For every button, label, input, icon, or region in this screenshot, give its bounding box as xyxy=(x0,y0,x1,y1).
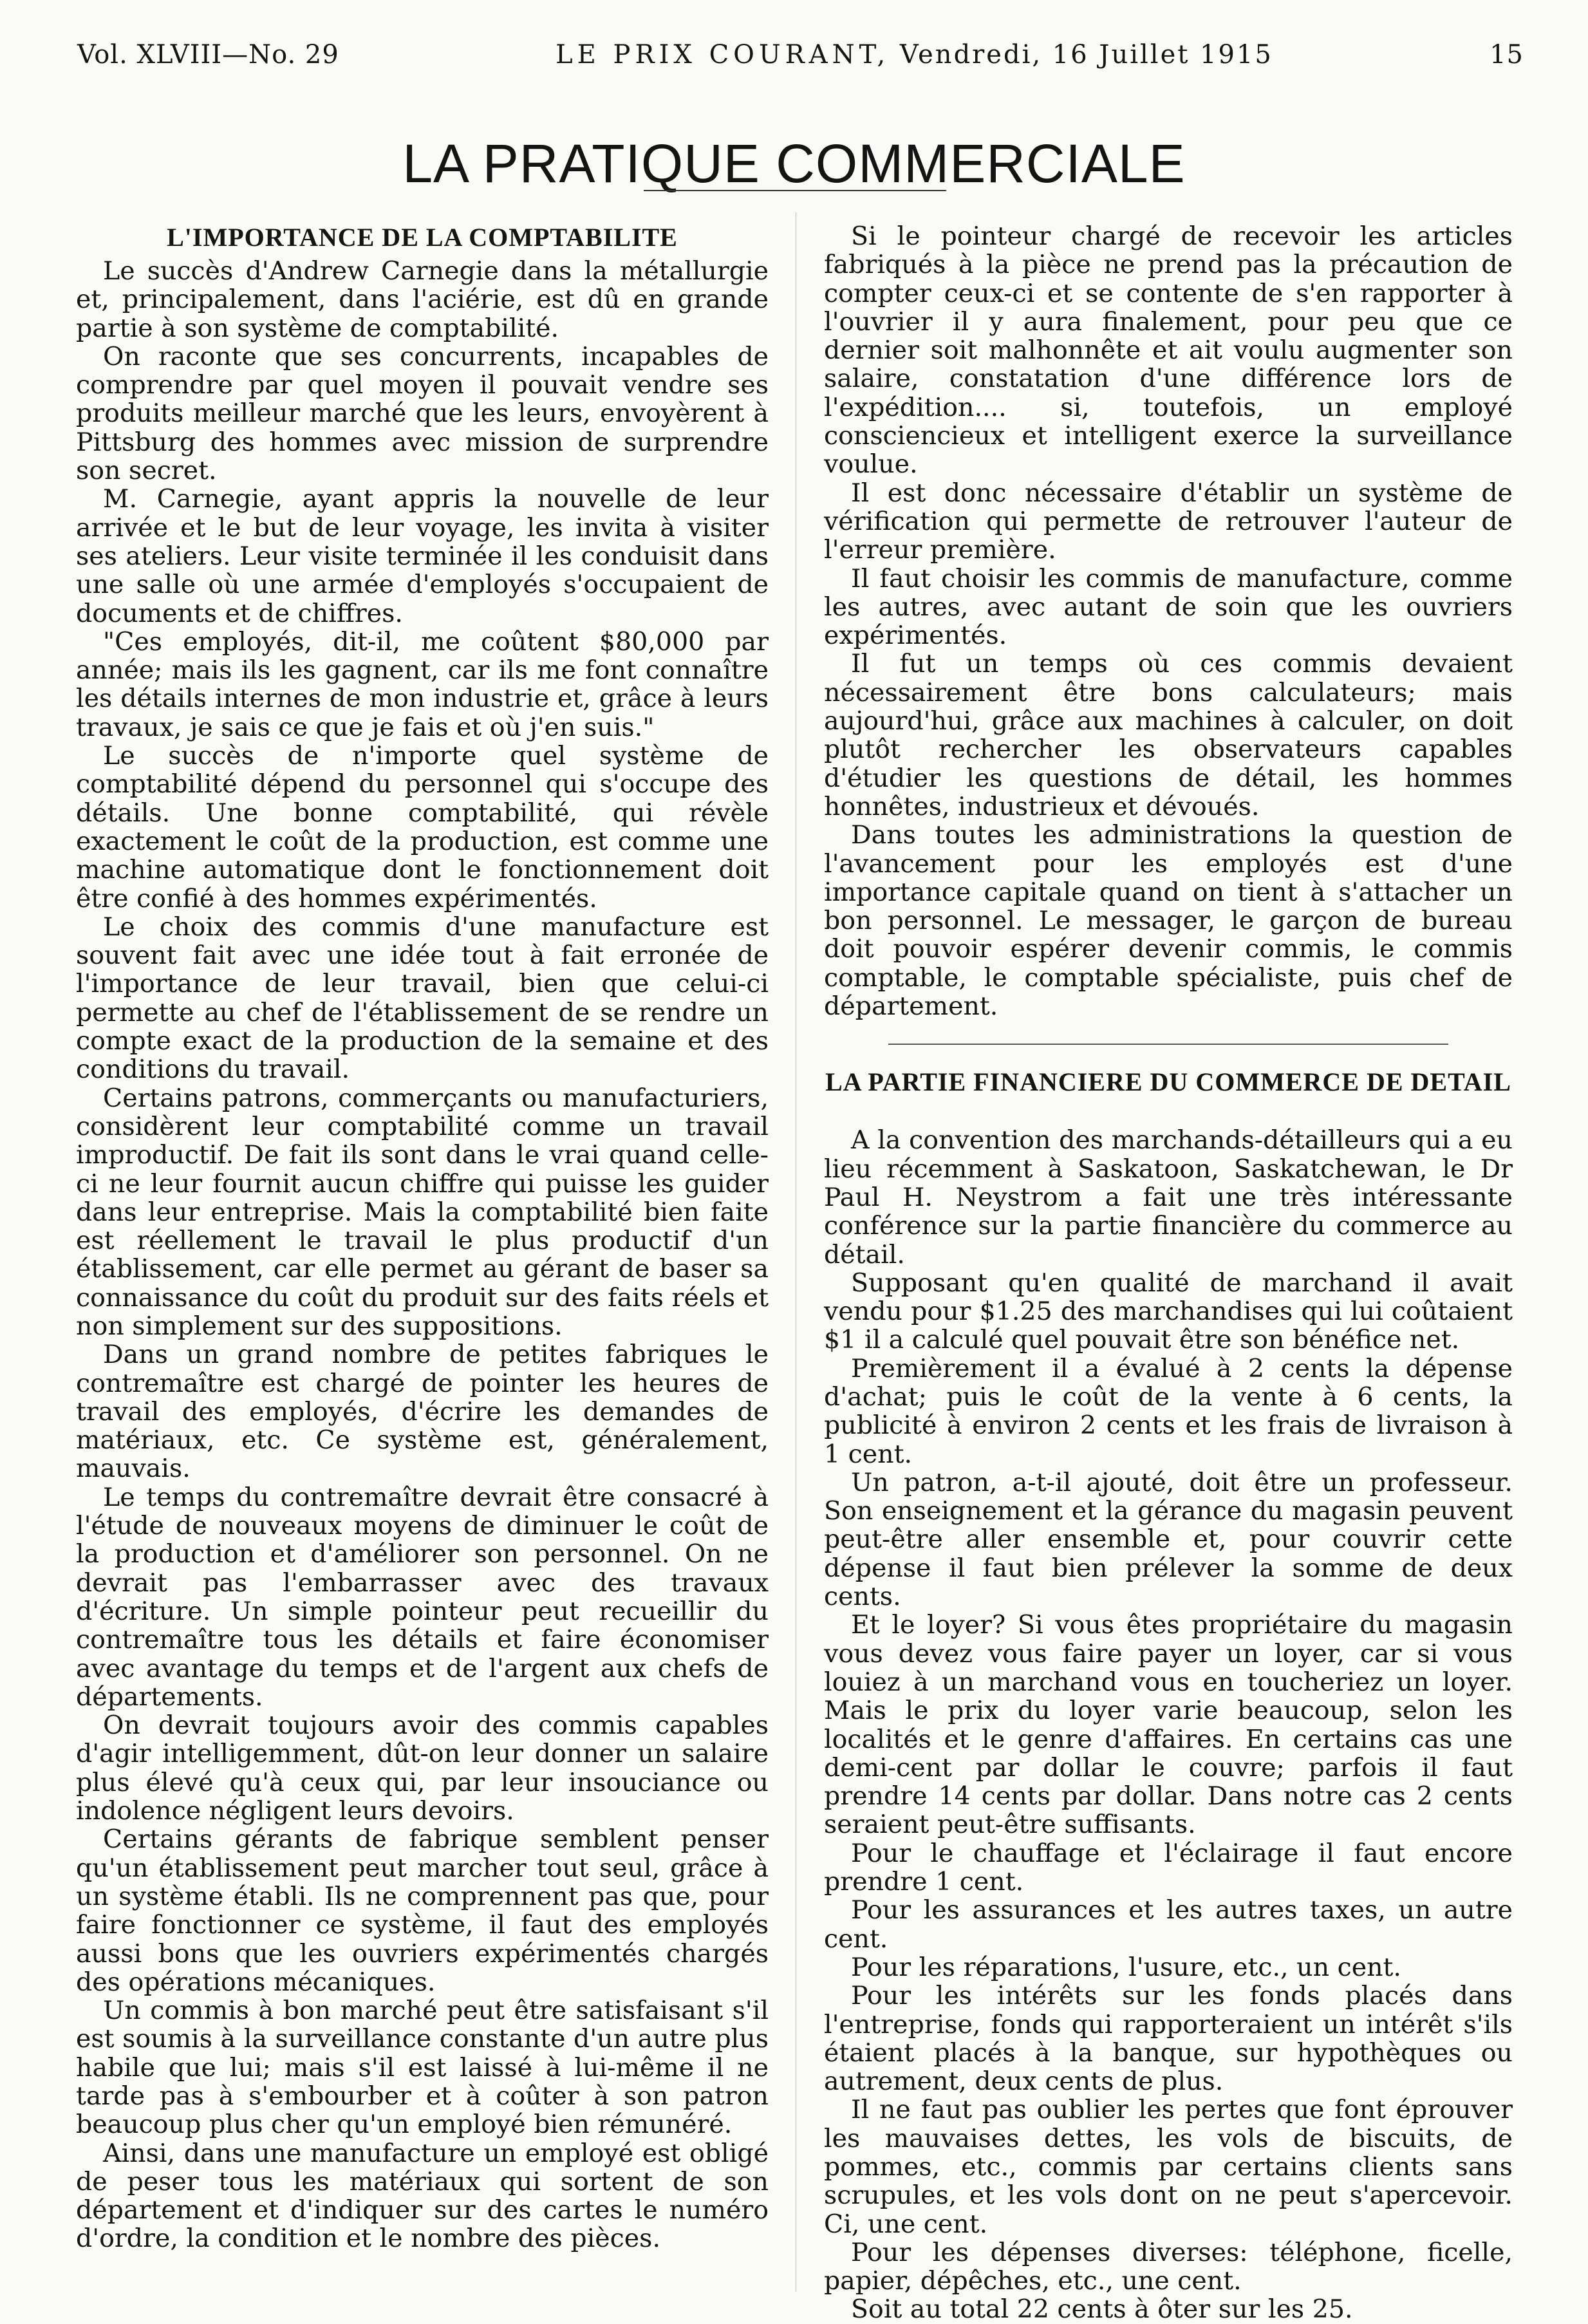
paragraph: Si le pointeur chargé de recevoir les articles fabriqués à la pièce ne prend pas la précaution de compter ceux-ci et se contente de s'en rapporter à l'ouvrier il y aura finalement, pour peu que ce dernier soit malhonnête et ait voulu augmenter son salaire, constatation d'une différence lors de l'expédition.... si, toutefois, un employé consciencieux et intelligent exerce la surveillance voulue. xyxy=(824,221,1513,480)
title-rule xyxy=(644,190,946,191)
paragraph: Un commis à bon marché peut être satisfaisant s'il est soumis à la surveillance constante d'un autre plus habile que lui; mais s'il est laissé à lui-même il ne tarde pas à s'embourber et à coûter à son patron beaucoup plus cher qu'un employé bien rémunéré. xyxy=(76,1996,769,2140)
paragraph: On devrait toujours avoir des commis capables d'agir intelligemment, dût-on leur donner un salaire plus élevé qu'à ceux qui, par leur insouciance ou indolence négligent leurs devoirs. xyxy=(76,1710,769,1826)
paragraph: On raconte que ses concurrents, incapables de comprendre par quel moyen il pouvait vendre ses produits meilleur marché que les leurs, envoyèrent à Pittsburg des hommes avec mission de surprendre son secret. xyxy=(76,341,769,486)
paragraph: "Ces employés, dit-il, me coûtent $80,000 par année; mais ils les gagnent, car ils me font connaître les détails internes de mon industrie et, grâce à leurs travaux, je sais ce que je fais et où j'en suis." xyxy=(76,626,769,742)
paragraph: Pour les assurances et les autres taxes, un autre cent. xyxy=(824,1895,1513,1954)
paragraph: Et le loyer? Si vous êtes propriétaire du magasin vous devez vous faire payer un loyer, car si vous louiez à un marchand vous en toucheriez un loyer. Mais le prix du loyer varie beaucoup, selon les localités et le genre d'affaires. En certains cas une demi-cent par dollar le couvre; parfois il faut prendre 14 cents par dollar. Dans notre cas 2 cents seraient peut-être suffisants. xyxy=(824,1610,1513,1840)
paragraph: Certains gérants de fabrique semblent penser qu'un établissement peut marcher tout seul, grâce à un système établi. Ils ne comprennent pas que, pour faire fonctionner ce système, il faut des employés aussi bons que les ouvriers expérimentés chargés des opérations mécaniques. xyxy=(76,1824,769,1997)
paragraph: Le succès de n'importe quel système de comptabilité dépend du personnel qui s'occupe des détails. Une bonne comptabilité, qui révèle exactement le coût de la production, est comme une machine automatique dont le fonctionnement doit être confié à des hommes expérimentés. xyxy=(76,741,769,914)
section-title: LA PRATIQUE COMMERCIALE xyxy=(402,133,1186,194)
paragraph: Ainsi, dans une manufacture un employé est obligé de peser tous les matériaux qui sortent de son département et d'indiquer sur des cartes le numéro d'ordre, la condition et le nombre des pièces. xyxy=(76,2138,769,2254)
paragraph: Un patron, a-t-il ajouté, doit être un professeur. Son enseignement et la gérance du magasin peuvent peut-être aller ensemble et, pour couvrir cette dépense il faut bien prélever la somme de deux cents. xyxy=(824,1467,1513,1612)
paragraph: Pour le chauffage et l'éclairage il faut encore prendre 1 cent. xyxy=(824,1838,1513,1897)
left-column xyxy=(76,222,769,2253)
paragraph: Il faut choisir les commis de manufacture, comme les autres, avec autant de soin que les ouvriers expérimentés. xyxy=(824,563,1513,651)
article-divider-rule xyxy=(888,1044,1448,1045)
masthead xyxy=(556,40,1273,70)
paragraph: Premièrement il a évalué à 2 cents la dépense d'achat; puis le coût de la vente à 6 cents, la publicité à environ 2 cents et les frais de livraison à 1 cent. xyxy=(824,1353,1513,1469)
paragraph: Dans un grand nombre de petites fabriques le contremaître est chargé de pointer les heures de travail des employés, d'écrire les demandes de matériaux, etc. Ce système est, généralement, mauvais. xyxy=(76,1340,769,1484)
paragraph: Le succès d'Andrew Carnegie dans la métallurgie et, principalement, dans l'aciérie, est dû en grande partie à son système de comptabilité. xyxy=(76,256,769,343)
article-title-comptabilite: L'IMPORTANCE DE LA COMPTABILITE xyxy=(167,223,678,252)
right-column xyxy=(824,222,1513,2324)
issue-date: Vendredi, 16 Juillet 1915 xyxy=(899,40,1273,70)
paragraph: Pour les intérêts sur les fonds placés dans l'entreprise, fonds qui rapporteraient un intérêt s'ils étaient placés à la banque, sur hypothèques ou autrement, deux cents de plus. xyxy=(824,1981,1513,2097)
paragraph: Soit au total 22 cents à ôter sur les 25. xyxy=(851,2294,1353,2324)
paragraph: Certains patrons, commerçants ou manufacturiers, considèrent leur comptabilité comme un travail improductif. De fait ils sont dans le vrai quand celle-ci ne leur fournit aucun chiffre qui puisse les guider dans leur entreprise. Mais la comptabilité bien faite est réellement le travail le plus productif d'un établissement, car elle permet au gérant de baser sa connaissance du coût du produit sur des faits réels et non simplement sur des suppositions. xyxy=(76,1083,769,1341)
paragraph: Pour les réparations, l'usure, etc., un cent. xyxy=(851,1952,1401,1982)
paragraph: Le choix des commis d'une manufacture est souvent fait avec une idée tout à fait erronée de l'importance de leur travail, bien que celui-ci permette au chef de l'établissement de se rendre un compte exact de la production de la semaine et des conditions du travail. xyxy=(76,912,769,1085)
paragraph: Pour les dépenses diverses: téléphone, ficelle, papier, dépêches, etc., une cent. xyxy=(824,2237,1513,2296)
paragraph: Supposant qu'en qualité de marchand il avait vendu pour $1.25 des marchandises qui lui coûtaient $1 il a calculé quel pouvait être son bénéfice net. xyxy=(824,1268,1513,1355)
paragraph: Il ne faut pas oublier les pertes que font éprouver les mauvaises dettes, les vols de biscuits, de pommes, etc., commis par certains clients sans scrupules, et les vols dont on ne peut s'apercevoir. Ci, une cent. xyxy=(824,2095,1513,2239)
paragraph: Le temps du contremaître devrait être consacré à l'étude de nouveaux moyens de diminuer le coût de la production et d'améliorer son personnel. On ne devrait pas l'embarrasser avec des travaux d'écriture. Un simple pointeur peut recueillir du contremaître tous les détails et faire économiser avec avantage du temps et de l'argent aux chefs de départements. xyxy=(76,1482,769,1712)
paragraph: Dans toutes les administrations la question de l'avancement pour les employés est d'une importance capitale quand on tient à s'attacher un bon personnel. Le messager, le garçon de bureau doit pouvoir espérer devenir commis, le commis comptable, le comptable spécialiste, puis chef de département. xyxy=(824,820,1513,1022)
paragraph: A la convention des marchands-détailleurs qui a eu lieu récemment à Saskatoon, Saskatchewan, le Dr Paul H. Neystrom a fait une très intéressante conférence sur la partie financière du commerce au détail. xyxy=(824,1125,1513,1270)
page-number: 15 xyxy=(1490,40,1524,70)
paragraph: Il fut un temps où ces commis devaient nécessairement être bons calculateurs; mais aujourd'hui, grâce aux machines à calculer, on doit plutôt rechercher les observateurs capables d'étudier les questions de détail, les hommes honnêtes, industrieux et dévoués. xyxy=(824,649,1513,821)
volume-number: Vol. XLVIII—No. 29 xyxy=(77,40,339,70)
running-header xyxy=(77,40,1524,70)
newspaper-name: LE PRIX COURANT, xyxy=(556,40,890,70)
paragraph: M. Carnegie, ayant appris la nouvelle de leur arrivée et le but de leur voyage, les invita à visiter ses ateliers. Leur visite terminée il les conduisit dans une salle où une armée d'employés s'occupaient de documents et de chiffres. xyxy=(76,484,769,628)
article-title-partie-financiere: LA PARTIE FINANCIERE DU COMMERCE DE DETAIL xyxy=(825,1067,1511,1097)
paragraph: Il est donc nécessaire d'établir un système de vérification qui permette de retrouver l'auteur de l'erreur première. xyxy=(824,478,1513,565)
